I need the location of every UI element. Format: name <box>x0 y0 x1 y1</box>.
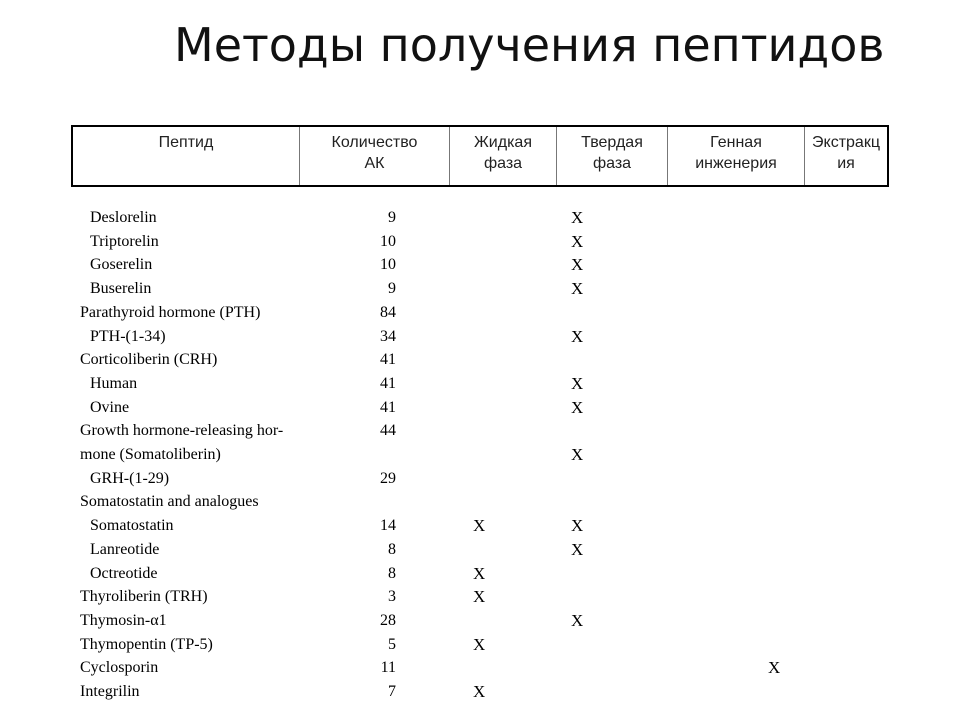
amino-acid-count: 41 <box>380 374 396 392</box>
peptide-name: GRH-(1-29) <box>90 469 170 487</box>
peptide-name: Triptorelin <box>90 232 159 250</box>
solid-phase-mark: X <box>571 373 584 393</box>
solid-phase-mark: X <box>571 445 584 464</box>
table-row <box>0 609 960 633</box>
amino-acid-count: 10 <box>380 232 396 250</box>
solid-phase-mark: X <box>571 208 584 227</box>
header-solid-phase-line1: Твердая <box>581 134 643 151</box>
table-row <box>0 253 960 277</box>
header-genetic-engineering-line2: инженерия <box>695 155 777 172</box>
peptide-name: Parathyroid hormone (PTH) <box>80 303 261 321</box>
amino-acid-count: 29 <box>380 469 396 487</box>
peptide-name: Somatostatin <box>90 517 174 535</box>
peptide-name: Octreotide <box>90 564 158 582</box>
table-row <box>0 301 960 325</box>
amino-acid-count: 8 <box>388 564 396 582</box>
amino-acid-count: 5 <box>388 635 396 653</box>
amino-acid-count: 11 <box>380 659 396 677</box>
amino-acid-count: 41 <box>380 398 396 416</box>
peptide-name: Ovine <box>90 398 130 416</box>
table-row <box>0 656 960 680</box>
table-row <box>0 585 960 609</box>
amino-acid-count: 28 <box>380 611 396 629</box>
table-row <box>0 562 960 586</box>
amino-acid-count: 44 <box>380 422 396 440</box>
liquid-phase-mark: X <box>473 563 486 583</box>
amino-acid-count: 41 <box>380 351 396 369</box>
solid-phase-mark: X <box>571 326 584 346</box>
table-row <box>0 680 960 704</box>
header-liquid-phase-line1: Жидкая <box>474 134 532 151</box>
amino-acid-count: 3 <box>388 588 396 606</box>
amino-acid-count: 10 <box>380 256 396 274</box>
amino-acid-count: 34 <box>380 327 396 345</box>
liquid-phase-mark: X <box>473 682 486 701</box>
table-row <box>0 396 960 420</box>
table-row <box>0 348 960 372</box>
solid-phase-mark: X <box>571 516 584 536</box>
peptide-name: Thymosin-α1 <box>80 611 167 629</box>
header-genetic-engineering-line1: Генная <box>710 134 762 151</box>
peptide-name: PTH-(1-34) <box>90 327 166 345</box>
peptide-name: Growth hormone-releasing hor- <box>80 422 284 440</box>
peptide-name: Corticoliberin (CRH) <box>80 351 218 369</box>
table-row <box>0 419 960 443</box>
amino-acid-count: 7 <box>388 683 396 700</box>
peptide-name: Human <box>90 374 138 392</box>
header-liquid-phase-line2: фаза <box>483 155 523 172</box>
amino-acid-count: 8 <box>388 540 396 558</box>
peptide-name: Thyroliberin (TRH) <box>80 588 208 606</box>
solid-phase-mark: X <box>571 279 584 299</box>
peptide-name: Somatostatin and analogues <box>80 493 259 511</box>
peptide-name: Buserelin <box>90 280 152 298</box>
header-aa-count-line1: Количество <box>331 134 418 151</box>
liquid-phase-mark: X <box>473 634 486 654</box>
peptide-name: Thymopentin (TP-5) <box>80 635 213 653</box>
header-solid-phase-line2: фаза <box>592 155 632 172</box>
table-row <box>0 490 960 514</box>
peptide-name: Deslorelin <box>90 209 157 226</box>
table-row <box>0 633 960 657</box>
peptide-name: Cyclosporin <box>80 659 159 677</box>
amino-acid-count: 84 <box>380 303 396 321</box>
solid-phase-mark: X <box>571 539 584 559</box>
peptide-name: Integrilin <box>80 683 140 700</box>
header-peptide-line: Пептид <box>158 134 214 151</box>
peptide-name: Lanreotide <box>90 540 160 558</box>
table-row <box>0 325 960 349</box>
solid-phase-mark: X <box>571 255 584 275</box>
amino-acid-count: 14 <box>380 517 396 535</box>
header-extraction-line2: ия <box>837 155 855 172</box>
table-row <box>0 206 960 230</box>
table-row <box>0 538 960 562</box>
header-aa-count-line2: АК <box>364 155 385 172</box>
table-row <box>0 277 960 301</box>
amino-acid-count: 9 <box>388 209 396 226</box>
header-extraction-line1: Экстракц <box>812 134 880 151</box>
table-row <box>0 443 960 467</box>
solid-phase-mark: X <box>571 610 584 630</box>
table-row <box>0 230 960 254</box>
solid-phase-mark: X <box>571 231 584 251</box>
liquid-phase-mark: X <box>473 516 486 536</box>
amino-acid-count: 9 <box>388 280 396 298</box>
table-row <box>0 372 960 396</box>
solid-phase-mark: X <box>571 397 584 417</box>
peptide-name: mone (Somatoliberin) <box>80 446 221 463</box>
page-title: Методы получения пептидов <box>174 18 885 72</box>
table-row <box>0 514 960 538</box>
peptide-name: Goserelin <box>90 256 153 274</box>
liquid-phase-mark: X <box>473 587 486 607</box>
table-row <box>0 467 960 491</box>
extraction-mark: X <box>768 658 781 678</box>
